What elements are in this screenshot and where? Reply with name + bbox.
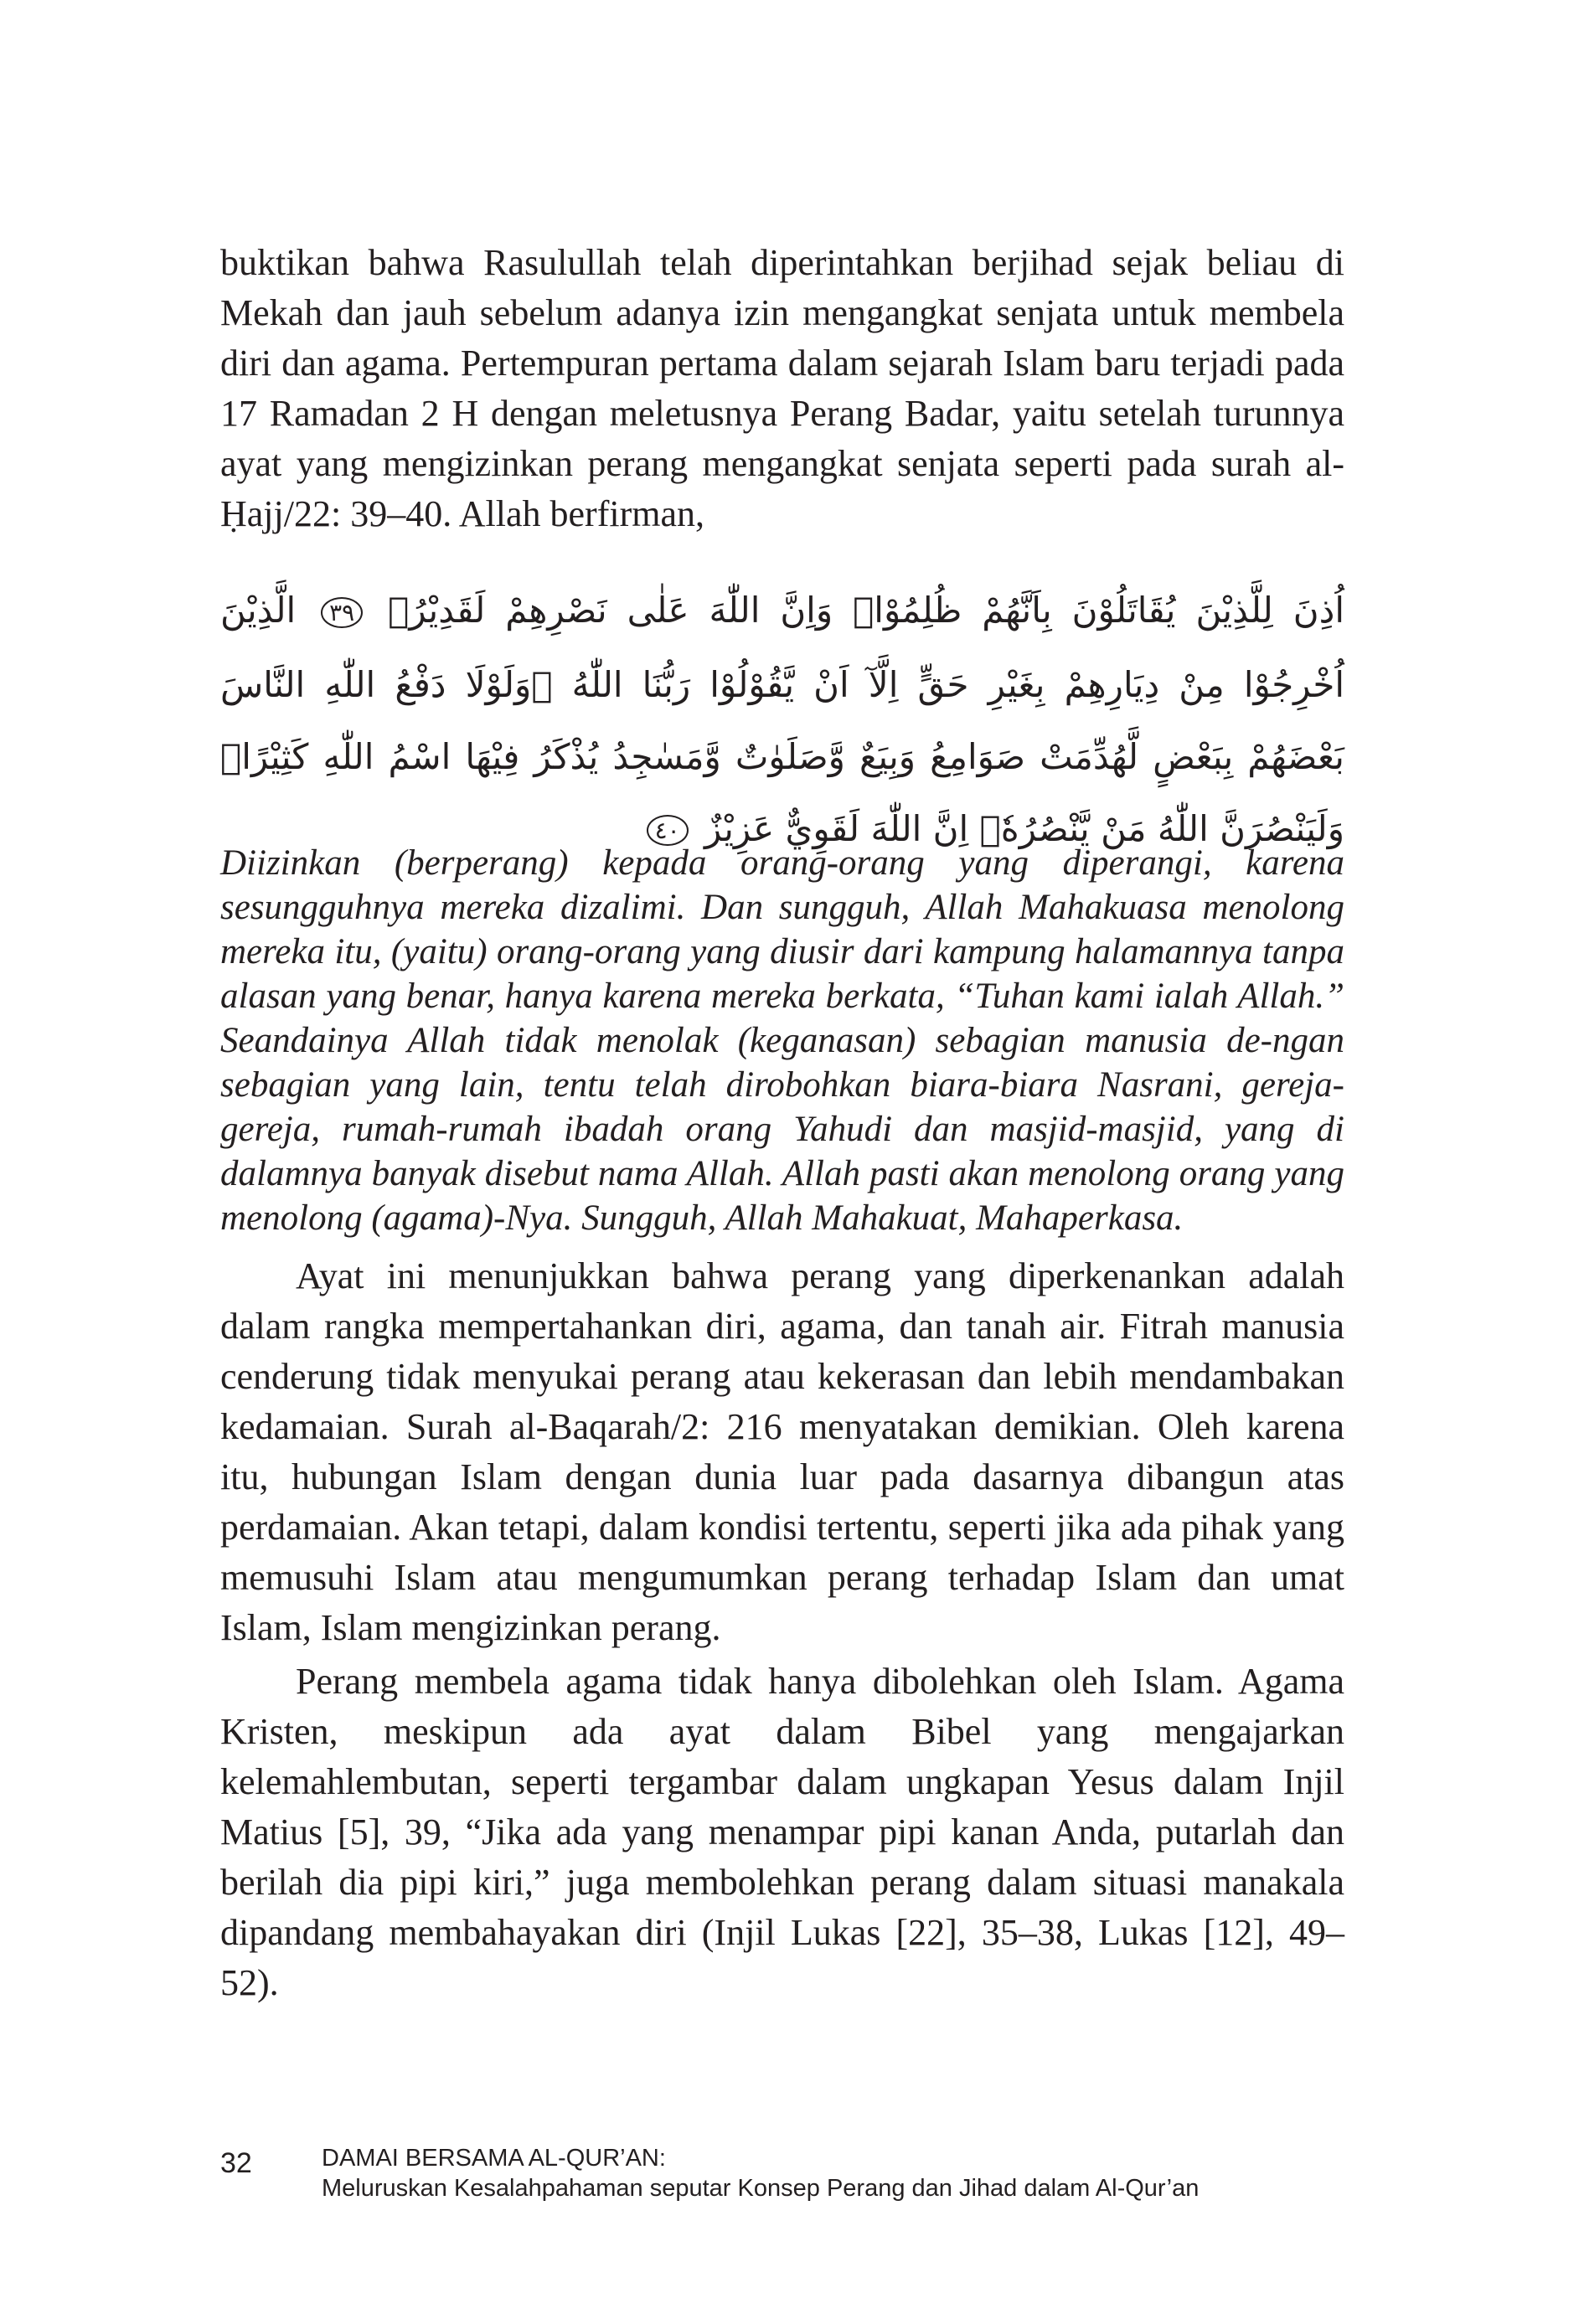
body-paragraph-3: Perang membela agama tidak hanya dibolehkan oleh Islam. Agama Kristen, meskipun ada ayat dalam Bibel yang mengajarkan kelemahlembutan, seperti tergambar dalam ungkapan Yesus dalam Injil Matius [5], 39, “Jika ada yang menampar pipi kanan Anda, putarlah dan berilah dia pipi kiri,” juga membolehkan perang dalam situasi manakala dipandang membahayakan diri (Injil Lukas [22], 35–38, Lukas [12], 49–52). <box>220 1661 1344 2003</box>
verse-translation: Diizinkan (berperang) kepada orang-orang yang diperangi, karena sesungguhnya mereka dizalimi. Dan sungguh, Allah Mahakuasa menolong mereka itu, (yaitu) orang-orang yang diusir dari kampung halamannya tanpa alasan yang benar, hanya karena mereka berkata, “Tuhan kami ialah Allah.” Seandainya Allah tidak menolak (keganasan) sebagian manusia de-ngan sebagian yang lain, tentu telah dirobohkan biara-biara Nasrani, gereja-gereja, rumah-rumah ibadah orang Yahudi dan masjid-masjid, yang di dalamnya banyak disebut nama Allah. Allah pasti akan menolong orang yang menolong (agama)-Nya. Sungguh, Allah Mahakuat, Mahaperkasa. <box>220 843 1344 1238</box>
body-paragraph-2: Ayat ini menunjukkan bahwa perang yang diperkenankan adalah dalam rangka mempertahankan diri, agama, dan tanah air. Fitrah manusia cenderung tidak menyukai perang atau kekerasan dan lebih mendambakan kedamaian. Surah al-Baqarah/2: 216 menyatakan demikian. Oleh karena itu, hubungan Islam dengan dunia luar pada dasarnya dibangun atas perdamaian. Akan tetapi, dalam kondisi tertentu, seperti jika ada pihak yang memusuhi Islam atau mengumumkan perang terhadap Islam dan umat Islam, Islam mengizinkan perang. <box>220 1255 1344 1648</box>
ayah-40-text: الَّذِيْنَ اُخْرِجُوْا مِنْ دِيَارِهِمْ بِغَيْرِ حَقٍّ اِلَّآ اَنْ يَّقُوْلُوْا رَبُّنَا اللّٰهُ ۗوَلَوْلَا دَفْعُ اللّٰهِ النَّاسَ بَعْضَهُمْ بِبَعْضٍ لَّهُدِّمَتْ صَوَامِعُ وَبِيَعٌ وَّصَلَوٰتٌ وَّمَسٰجِدُ يُذْكَرُ فِيْهَا اسْمُ اللّٰهِ كَثِيْرًاۗ وَلَيَنْصُرَنَّ اللّٰهُ مَنْ يَّنْصُرُهٗۗ اِنَّ اللّٰهَ لَقَوِيٌّ عَزِيْزٌ <box>220 590 1344 849</box>
body-paragraph-1: buktikan bahwa Rasulullah telah diperintahkan berjihad sejak beliau di Mekah dan jauh sebelum adanya izin mengangkat senjata untuk membela diri dan agama. Pertempuran pertama dalam sejarah Islam baru terjadi pada 17 Ramadan 2 H dengan meletusnya Perang Badar, yaitu setelah turunnya ayat yang mengizinkan perang mengangkat senjata seperti pada surah al-Ḥajj/22: 39–40. Allah berfirman, <box>220 242 1344 534</box>
body-paragraph-3-container <box>220 1657 1344 2008</box>
body-paragraph-2-container <box>220 1251 1344 1653</box>
book-subtitle: Meluruskan Kesalahpahaman seputar Konsep Perang dan Jihad dalam Al-Qur’an <box>322 2175 1200 2202</box>
quran-verse-arabic <box>220 575 1344 867</box>
page-number: 32 <box>220 2147 252 2179</box>
ayah-39-number: ٣٩ <box>321 597 363 628</box>
ayah-39-text: اُذِنَ لِلَّذِيْنَ يُقَاتَلُوْنَ بِاَنَّهُمْ ظُلِمُوْاۗ وَاِنَّ اللّٰهَ عَلٰى نَصْرِهِمْ لَقَدِيْرُۙ <box>388 590 1345 631</box>
ayah-40-number: ٤٠ <box>647 815 689 846</box>
book-title: DAMAI BERSAMA AL-QUR’AN: <box>322 2145 666 2172</box>
